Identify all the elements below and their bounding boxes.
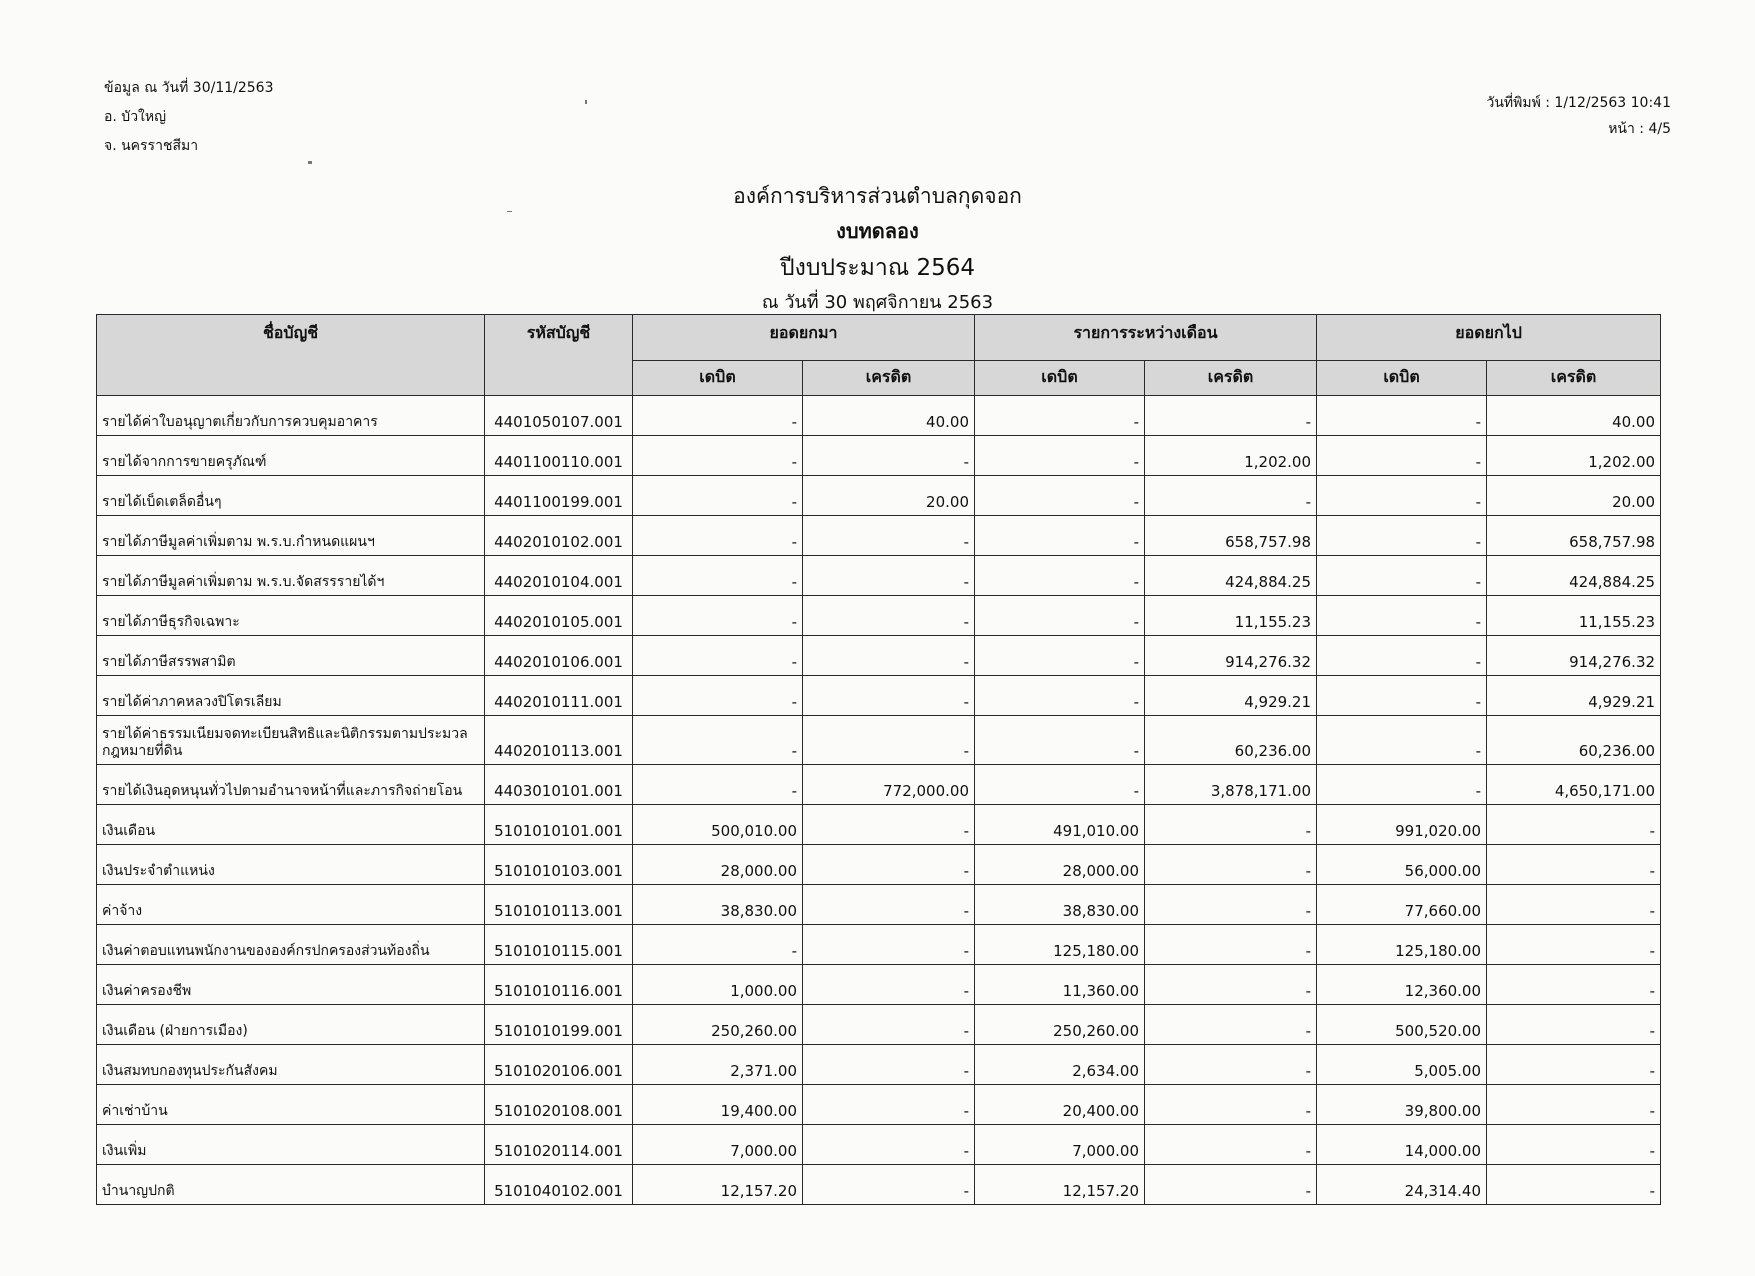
table-row (97, 1165, 1661, 1205)
bf-credit: 40.00 (803, 396, 975, 436)
account-code: 4402010113.001 (485, 716, 633, 765)
report-meta-right (1486, 90, 1671, 142)
month-debit: 250,260.00 (975, 1005, 1145, 1045)
month-debit: 7,000.00 (975, 1125, 1145, 1165)
month-debit: - (975, 476, 1145, 516)
cf-credit: - (1487, 805, 1661, 845)
col-bf-credit: เครดิต (803, 361, 975, 396)
table-row (97, 476, 1661, 516)
bf-debit: 2,371.00 (633, 1045, 803, 1085)
cf-credit: 4,929.21 (1487, 676, 1661, 716)
bf-debit: - (633, 516, 803, 556)
bf-credit: 772,000.00 (803, 765, 975, 805)
account-code: 5101040102.001 (485, 1165, 633, 1205)
table-row (97, 1125, 1661, 1165)
cf-credit: 11,155.23 (1487, 596, 1661, 636)
table-row (97, 1085, 1661, 1125)
trial-balance-table (96, 314, 1661, 1205)
cf-debit: 77,660.00 (1317, 885, 1487, 925)
cf-credit: - (1487, 1005, 1661, 1045)
month-debit: - (975, 636, 1145, 676)
col-month-debit: เดบิต (975, 361, 1145, 396)
bf-credit: - (803, 1045, 975, 1085)
bf-debit: - (633, 676, 803, 716)
table-row (97, 965, 1661, 1005)
cf-credit: 4,650,171.00 (1487, 765, 1661, 805)
bf-credit: - (803, 965, 975, 1005)
table-row (97, 436, 1661, 476)
cf-debit: - (1317, 765, 1487, 805)
cf-credit: - (1487, 925, 1661, 965)
account-name: ค่าเช่าบ้าน (97, 1085, 485, 1125)
cf-credit: - (1487, 885, 1661, 925)
account-code: 4402010104.001 (485, 556, 633, 596)
month-credit: - (1145, 925, 1317, 965)
account-code: 4401100110.001 (485, 436, 633, 476)
month-credit: 1,202.00 (1145, 436, 1317, 476)
cf-credit: 658,757.98 (1487, 516, 1661, 556)
month-credit: 11,155.23 (1145, 596, 1317, 636)
scan-speck (507, 211, 512, 212)
organization-name: องค์การบริหารส่วนตำบลกุดจอก (733, 184, 1022, 208)
bf-debit: 7,000.00 (633, 1125, 803, 1165)
page-number: หน้า : 4/5 (1608, 121, 1671, 137)
cf-debit: 39,800.00 (1317, 1085, 1487, 1125)
table-row (97, 516, 1661, 556)
as-of-date: ณ วันที่ 30 พฤศจิกายน 2563 (761, 292, 994, 313)
bf-credit: - (803, 516, 975, 556)
cf-credit: - (1487, 1125, 1661, 1165)
bf-credit: - (803, 556, 975, 596)
month-credit: 424,884.25 (1145, 556, 1317, 596)
table-row (97, 676, 1661, 716)
account-name: รายได้ค่าใบอนุญาตเกี่ยวกับการควบคุมอาคาร (97, 396, 485, 436)
cf-debit: - (1317, 476, 1487, 516)
cf-debit: - (1317, 556, 1487, 596)
table-row (97, 636, 1661, 676)
account-name: รายได้เงินอุดหนุนทั่วไปตามอำนาจหน้าที่และภารกิจถ่ายโอน (97, 765, 485, 805)
month-credit: 914,276.32 (1145, 636, 1317, 676)
report-meta-left (104, 74, 273, 161)
cf-credit: - (1487, 1045, 1661, 1085)
month-debit: - (975, 596, 1145, 636)
account-name: เงินเดือน (ฝ่ายการเมือง) (97, 1005, 485, 1045)
account-code: 5101010199.001 (485, 1005, 633, 1045)
account-code: 4401050107.001 (485, 396, 633, 436)
account-code: 5101010116.001 (485, 965, 633, 1005)
bf-credit: - (803, 1005, 975, 1045)
account-code: 4401100199.001 (485, 476, 633, 516)
month-credit: - (1145, 1005, 1317, 1045)
col-cf-debit: เดบิต (1317, 361, 1487, 396)
month-credit: - (1145, 885, 1317, 925)
bf-credit: - (803, 885, 975, 925)
print-date: วันที่พิมพ์ : 1/12/2563 10:41 (1486, 95, 1671, 111)
account-code: 5101010113.001 (485, 885, 633, 925)
month-credit: - (1145, 476, 1317, 516)
account-code: 5101010115.001 (485, 925, 633, 965)
account-name: เงินเพิ่ม (97, 1125, 485, 1165)
account-code: 5101020114.001 (485, 1125, 633, 1165)
table-row (97, 925, 1661, 965)
col-month-credit: เครดิต (1145, 361, 1317, 396)
document-title: งบทดลอง (836, 219, 919, 243)
cf-debit: - (1317, 596, 1487, 636)
bf-credit: - (803, 596, 975, 636)
table-row (97, 396, 1661, 436)
bf-debit: 500,010.00 (633, 805, 803, 845)
month-debit: 125,180.00 (975, 925, 1145, 965)
account-name: รายได้ภาษีมูลค่าเพิ่มตาม พ.ร.บ.จัดสรรรายได้ฯ (97, 556, 485, 596)
ledger-body (97, 396, 1661, 1205)
account-name: เงินสมทบกองทุนประกันสังคม (97, 1045, 485, 1085)
bf-credit: - (803, 1085, 975, 1125)
cf-debit: 14,000.00 (1317, 1125, 1487, 1165)
cf-credit: 60,236.00 (1487, 716, 1661, 765)
month-credit: - (1145, 1085, 1317, 1125)
month-credit: - (1145, 965, 1317, 1005)
cf-debit: 500,520.00 (1317, 1005, 1487, 1045)
table-row (97, 1005, 1661, 1045)
bf-debit: 28,000.00 (633, 845, 803, 885)
bf-debit: 1,000.00 (633, 965, 803, 1005)
table-row (97, 765, 1661, 805)
account-code: 4403010101.001 (485, 765, 633, 805)
month-credit: - (1145, 396, 1317, 436)
bf-credit: - (803, 436, 975, 476)
cf-credit: 20.00 (1487, 476, 1661, 516)
cf-credit: 914,276.32 (1487, 636, 1661, 676)
cf-credit: 1,202.00 (1487, 436, 1661, 476)
province: จ. นครราชสีมา (104, 138, 199, 154)
cf-debit: 991,020.00 (1317, 805, 1487, 845)
month-debit: 28,000.00 (975, 845, 1145, 885)
month-debit: - (975, 436, 1145, 476)
cf-credit: - (1487, 965, 1661, 1005)
month-debit: 2,634.00 (975, 1045, 1145, 1085)
table-row (97, 805, 1661, 845)
account-name: เงินเดือน (97, 805, 485, 845)
cf-debit: - (1317, 436, 1487, 476)
district: อ. บัวใหญ่ (104, 109, 167, 125)
bf-credit: 20.00 (803, 476, 975, 516)
group-brought-forward: ยอดยกมา (633, 315, 975, 361)
bf-credit: - (803, 1125, 975, 1165)
cf-credit: - (1487, 1085, 1661, 1125)
bf-credit: - (803, 1165, 975, 1205)
table-row (97, 845, 1661, 885)
cf-debit: - (1317, 636, 1487, 676)
cf-credit: - (1487, 1165, 1661, 1205)
bf-debit: 250,260.00 (633, 1005, 803, 1045)
month-debit: - (975, 716, 1145, 765)
month-credit: 3,878,171.00 (1145, 765, 1317, 805)
bf-debit: - (633, 476, 803, 516)
bf-debit: 12,157.20 (633, 1165, 803, 1205)
scan-speck (308, 161, 312, 164)
data-as-of: ข้อมูล ณ วันที่ 30/11/2563 (104, 80, 274, 96)
month-debit: - (975, 396, 1145, 436)
bf-debit: - (633, 396, 803, 436)
account-name: รายได้ภาษีธุรกิจเฉพาะ (97, 596, 485, 636)
table-row (97, 1045, 1661, 1085)
month-credit: 658,757.98 (1145, 516, 1317, 556)
bf-debit: - (633, 436, 803, 476)
account-code: 5101020108.001 (485, 1085, 633, 1125)
col-bf-debit: เดบิต (633, 361, 803, 396)
cf-debit: - (1317, 716, 1487, 765)
month-credit: 4,929.21 (1145, 676, 1317, 716)
account-code: 5101020106.001 (485, 1045, 633, 1085)
group-carried-forward: ยอดยกไป (1317, 315, 1661, 361)
bf-credit: - (803, 676, 975, 716)
account-name: เงินค่าครองชีพ (97, 965, 485, 1005)
cf-debit: 24,314.40 (1317, 1165, 1487, 1205)
account-code: 4402010102.001 (485, 516, 633, 556)
cf-credit: 424,884.25 (1487, 556, 1661, 596)
table-row (97, 885, 1661, 925)
cf-debit: - (1317, 676, 1487, 716)
table-row (97, 716, 1661, 765)
bf-debit: - (633, 925, 803, 965)
fiscal-year: ปีงบประมาณ 2564 (780, 255, 975, 281)
bf-credit: - (803, 636, 975, 676)
month-debit: - (975, 516, 1145, 556)
bf-debit: - (633, 765, 803, 805)
cf-debit: 12,360.00 (1317, 965, 1487, 1005)
account-code: 4402010111.001 (485, 676, 633, 716)
account-code: 5101010101.001 (485, 805, 633, 845)
bf-credit: - (803, 805, 975, 845)
month-debit: 11,360.00 (975, 965, 1145, 1005)
month-credit: - (1145, 1125, 1317, 1165)
col-account-code: รหัสบัญชี (485, 315, 633, 396)
month-credit: - (1145, 805, 1317, 845)
month-credit: - (1145, 1165, 1317, 1205)
month-debit: - (975, 765, 1145, 805)
bf-debit: - (633, 636, 803, 676)
month-credit: - (1145, 1045, 1317, 1085)
bf-debit: - (633, 556, 803, 596)
month-debit: 20,400.00 (975, 1085, 1145, 1125)
month-debit: 12,157.20 (975, 1165, 1145, 1205)
table-row (97, 556, 1661, 596)
account-name: รายได้ภาษีมูลค่าเพิ่มตาม พ.ร.บ.กำหนดแผนฯ (97, 516, 485, 556)
cf-credit: - (1487, 845, 1661, 885)
cf-debit: 56,000.00 (1317, 845, 1487, 885)
account-code: 4402010105.001 (485, 596, 633, 636)
account-code: 4402010106.001 (485, 636, 633, 676)
month-credit: 60,236.00 (1145, 716, 1317, 765)
group-month-transactions: รายการระหว่างเดือน (975, 315, 1317, 361)
cf-debit: - (1317, 396, 1487, 436)
month-debit: - (975, 676, 1145, 716)
month-debit: - (975, 556, 1145, 596)
scan-speck (585, 100, 587, 104)
bf-credit: - (803, 845, 975, 885)
account-name: เงินประจำตำแหน่ง (97, 845, 485, 885)
month-debit: 38,830.00 (975, 885, 1145, 925)
col-account-name: ชื่อบัญชี (97, 315, 485, 396)
table-row (97, 596, 1661, 636)
month-debit: 491,010.00 (975, 805, 1145, 845)
bf-debit: - (633, 596, 803, 636)
cf-credit: 40.00 (1487, 396, 1661, 436)
cf-debit: - (1317, 516, 1487, 556)
account-name: รายได้ค่าภาคหลวงปิโตรเลียม (97, 676, 485, 716)
bf-debit: 19,400.00 (633, 1085, 803, 1125)
account-name: รายได้เบ็ดเตล็ดอื่นๆ (97, 476, 485, 516)
col-cf-credit: เครดิต (1487, 361, 1661, 396)
bf-debit: 38,830.00 (633, 885, 803, 925)
cf-debit: 5,005.00 (1317, 1045, 1487, 1085)
account-name: เงินค่าตอบแทนพนักงานขององค์กรปกครองส่วนท้องถิ่น (97, 925, 485, 965)
account-name: บำนาญปกติ (97, 1165, 485, 1205)
bf-credit: - (803, 716, 975, 765)
bf-debit: - (633, 716, 803, 765)
account-name: รายได้ค่าธรรมเนียมจดทะเบียนสิทธิและนิติกรรมตามประมวลกฎหมายที่ดิน (97, 716, 485, 765)
header-row-groups (97, 315, 1661, 361)
account-name: รายได้จากการขายครุภัณฑ์ (97, 436, 485, 476)
account-name: ค่าจ้าง (97, 885, 485, 925)
bf-credit: - (803, 925, 975, 965)
month-credit: - (1145, 845, 1317, 885)
account-name: รายได้ภาษีสรรพสามิต (97, 636, 485, 676)
cf-debit: 125,180.00 (1317, 925, 1487, 965)
account-code: 5101010103.001 (485, 845, 633, 885)
